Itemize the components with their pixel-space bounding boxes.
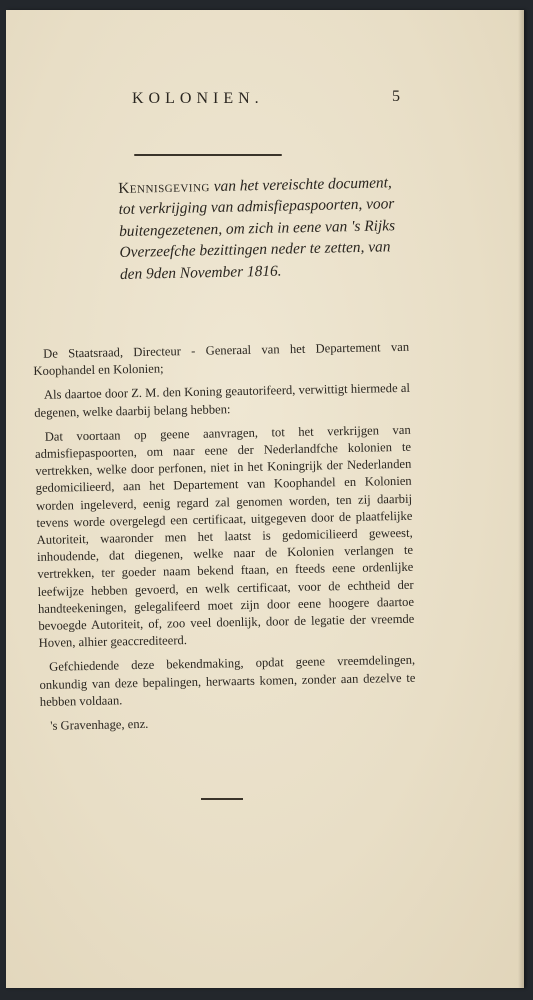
- paragraph-provision: Dat voortaan op geene aanvragen, tot het verkrijgen van admisfiepaspoorten, om naar eene der Nederlandfche kolonien te vertrekken, welke door perfonen, niet in het Koningrijk der Nederlanden gedomicilieerd, aan het Departement van Koophandel en Kolonien worden ingeleverd, eenig regard zal genomen worden, ten zij daarbij tevens worde overgelegd een certificaat, uitgegeven door de plaatfelijke Autoriteit, waaronder men het laatst is gedomicilieerd geweest, inhoudende, dat diegenen, welke naar de Kolonien verlangen te vertrekken, ter goeder naam bekend ftaan, en fteeds eene ordenlijke leefwijze hebben gevoerd, en welk certificaat, voor de echtheid der handteekeningen, gelegalifeerd moet zijn door eene hoogere daartoe bevoegde Autoriteit, of, zoo veel doenlijk, door de legatie der vreemde Hoven, alhier geaccrediteerd.: [34, 422, 415, 651]
- paragraph-place: 's Gravenhage, enz.: [50, 716, 149, 733]
- notice-title-lead: Kennisgeving: [118, 178, 211, 197]
- book-page: [6, 10, 524, 988]
- page-edge-shadow: [518, 10, 524, 988]
- ornamental-rule-bottom: [201, 798, 243, 800]
- page-number: 5: [392, 88, 400, 105]
- ornamental-rule-top: [134, 154, 282, 156]
- notice-title: [118, 172, 410, 285]
- body-text: [33, 339, 417, 742]
- running-head: KOLONIEN.: [132, 90, 264, 107]
- paragraph-authorization: Als daartoe door Z. M. den Koning geautorifeerd, verwittigt hiermede al degenen, welke daarbij belang hebben:: [34, 381, 411, 420]
- paragraph-purpose: Gefchiedende deze bekendmaking, opdat geene vreemdelingen, onkundig van deze bepalingen, herwaarts komen, zonder aan dezelve te hebben voldaan.: [39, 653, 416, 709]
- paragraph-issuer: De Staatsraad, Directeur - Generaal van het Departement van Koophandel en Kolonien;: [33, 339, 410, 379]
- notice-title-rest: van het vereischte document, tot verkrijging van admisfiepaspoorten, voor buitengezetenen, om zich in eene van 's Rijks Overzeefche bezittingen neder te zetten, van den 9den November 1816.: [118, 174, 396, 283]
